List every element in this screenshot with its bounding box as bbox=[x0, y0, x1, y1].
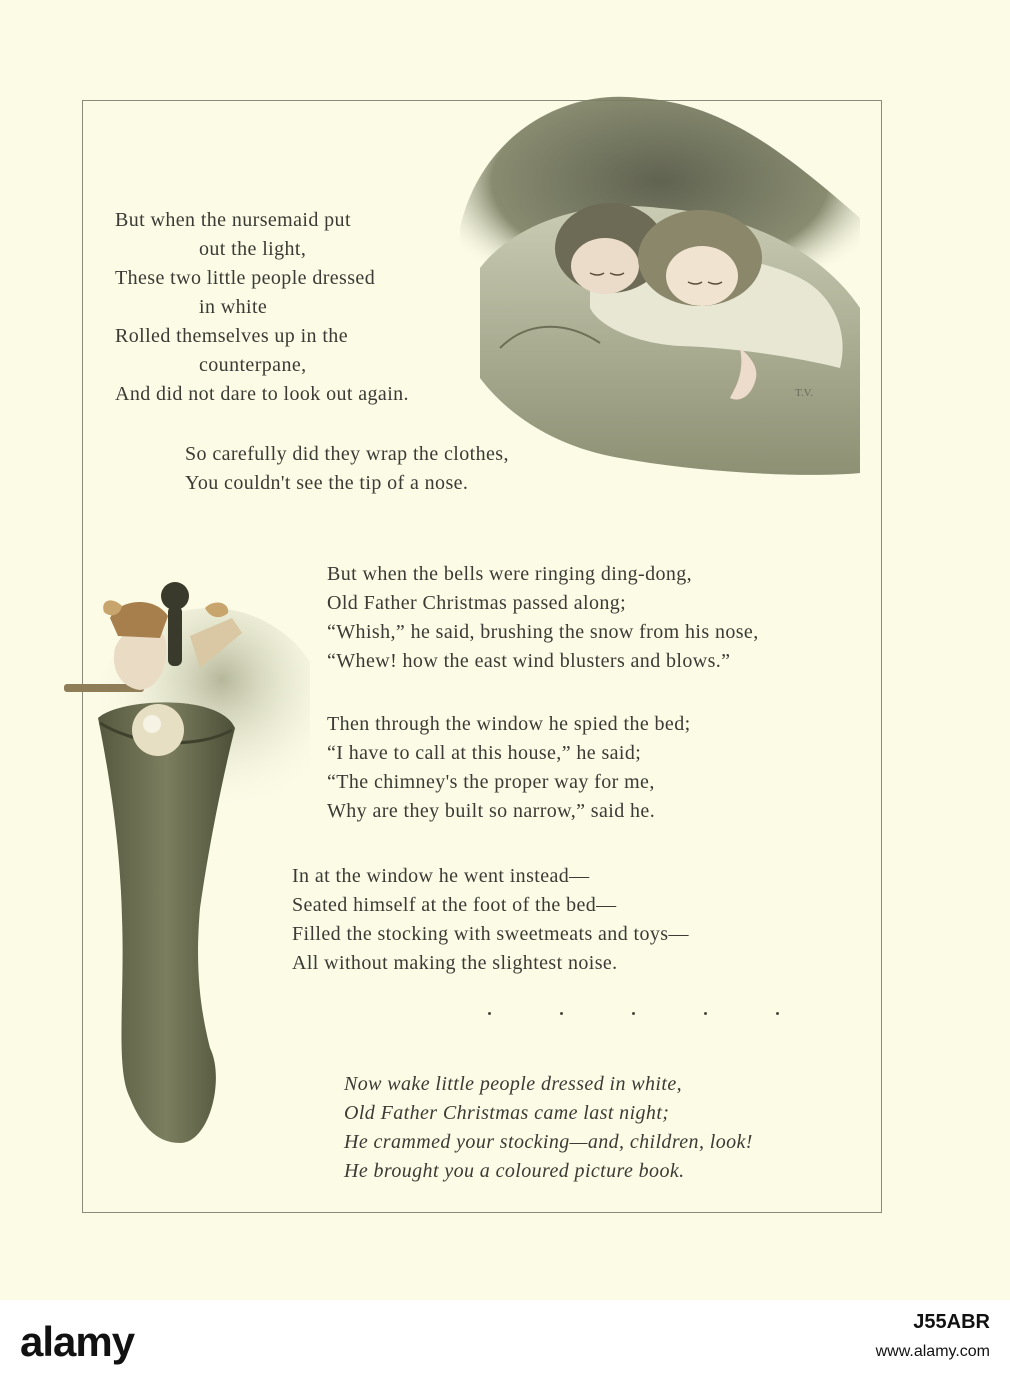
verse-4 bbox=[327, 710, 691, 826]
verse-line: He brought you a coloured picture book. bbox=[344, 1160, 685, 1182]
verse-line: “The chimney's the proper way for me, bbox=[327, 771, 655, 793]
verse-line: You couldn't see the tip of a nose. bbox=[185, 472, 469, 494]
verse-line: Now wake little people dressed in white, bbox=[344, 1073, 682, 1095]
verse-line: Old Father Christmas passed along; bbox=[327, 592, 627, 614]
section-separator-dots bbox=[488, 1012, 788, 1022]
image-id-block bbox=[876, 1309, 990, 1363]
verse-1 bbox=[115, 206, 409, 409]
christmas-stocking-illustration bbox=[60, 578, 310, 1153]
verse-line: Filled the stocking with sweetmeats and toys— bbox=[292, 923, 689, 945]
verse-line: “I have to call at this house,” he said; bbox=[327, 742, 642, 764]
sleeping-children-illustration bbox=[440, 78, 870, 483]
verse-line: In at the window he went instead— bbox=[292, 865, 590, 887]
verse-line: But when the bells were ringing ding-dong, bbox=[327, 563, 693, 585]
verse-line: But when the nursemaid put bbox=[115, 209, 351, 231]
verse-line: out the light, bbox=[199, 238, 307, 260]
verse-line: He crammed your stocking—and, children, look! bbox=[344, 1131, 753, 1153]
verse-line: in white bbox=[199, 296, 268, 318]
verse-2 bbox=[185, 440, 509, 498]
verse-line: So carefully did they wrap the clothes, bbox=[185, 443, 509, 465]
site-url: www.alamy.com bbox=[875, 1343, 990, 1360]
verse-line: Then through the window he spied the bed; bbox=[327, 713, 691, 735]
verse-line: Old Father Christmas came last night; bbox=[344, 1102, 670, 1124]
verse-6-italic bbox=[344, 1070, 753, 1186]
verse-line: “Whish,” he said, brushing the snow from his nose, bbox=[327, 621, 759, 643]
verse-line: And did not dare to look out again. bbox=[115, 383, 409, 405]
artist-signature: T.V. bbox=[795, 387, 813, 399]
verse-line: These two little people dressed bbox=[115, 267, 376, 289]
verse-5 bbox=[292, 862, 689, 978]
verse-line: All without making the slightest noise. bbox=[292, 952, 618, 974]
watermark-footer bbox=[0, 1300, 1010, 1390]
image-id: J55ABR bbox=[913, 1311, 990, 1333]
verse-line: Rolled themselves up in the bbox=[115, 325, 348, 347]
verse-line: counterpane, bbox=[199, 354, 307, 376]
verse-line: “Whew! how the east wind blusters and blows.” bbox=[327, 650, 731, 672]
verse-line: Seated himself at the foot of the bed— bbox=[292, 894, 617, 916]
verse-3 bbox=[327, 560, 759, 676]
verse-line: Why are they built so narrow,” said he. bbox=[327, 800, 656, 822]
alamy-logo: alamy bbox=[20, 1318, 135, 1365]
